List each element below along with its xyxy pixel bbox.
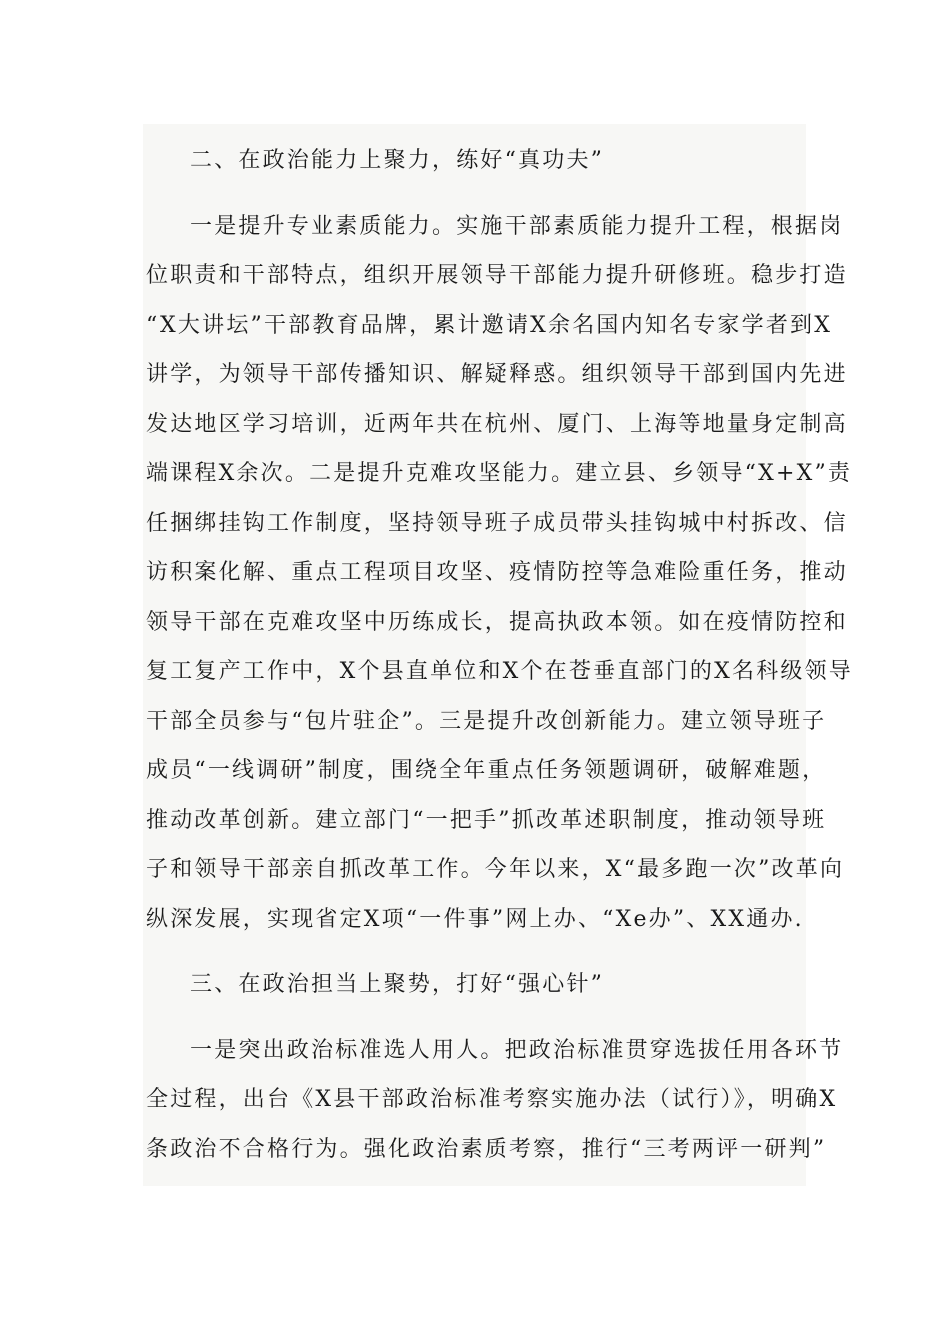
text-line: 子和领导干部亲自抓改革工作。今年以来，X“最多跑一次”改革向: [146, 857, 845, 882]
text-line: 领导干部在克难攻坚中历练成长，提高执政本领。如在疫情防控和: [146, 609, 848, 635]
text-line: 推动改革创新。建立部门“一把手”抓改革述职制度，推动领导班: [146, 807, 827, 833]
paragraph-gap: [146, 944, 806, 960]
text-line: 位职责和干部特点，组织开展领导干部能力提升研修班。稳步打造: [146, 263, 848, 288]
text-line: 纵深发展，实现省定X项“一件事”网上办、“Xe办”、XX通办.: [146, 906, 804, 932]
paragraph-gap: [146, 1010, 806, 1026]
section-2-paragraph: [146, 202, 853, 945]
text-line: 端课程X余次。二是提升克难攻坚能力。建立县、乡领导“X+X”责: [146, 461, 853, 486]
text-block: [143, 124, 853, 1186]
text-line: 一是提升专业素质能力。实施干部素质能力提升工程，根据岗: [190, 213, 844, 239]
text-line: 全过程，出台《X县干部政治标准考察实施办法（试行）》，明确X: [146, 1087, 838, 1112]
text-line: 成员“一线调研”制度，围绕全年重点任务领题调研，破解难题，: [146, 758, 827, 783]
section-3-paragraph: [146, 1026, 844, 1175]
text-line: 干部全员参与“包片驻企”。三是提升改创新能力。建立领导班子: [146, 708, 827, 734]
paragraph-gap: [146, 186, 806, 202]
section-heading-3: 三、在政治担当上聚势，打好“强心针”: [190, 972, 605, 997]
text-line: “X大讲坛”干部教育品牌，累计邀请X余名国内知名专家学者到X: [146, 312, 833, 338]
text-line: 一是突出政治标准选人用人。把政治标准贯穿选拔任用各环节: [190, 1037, 844, 1063]
text-line: 复工复产工作中，X个县直单位和X个在苍垂直部门的X名科级领导: [146, 659, 853, 684]
text-line: 讲学，为领导干部传播知识、解疑释惑。组织领导干部到国内先进: [146, 362, 848, 387]
section-heading-2: 二、在政治能力上聚力，练好“真功夫”: [190, 148, 605, 173]
text-line: 条政治不合格行为。强化政治素质考察，推行“三考两评一研判”: [146, 1136, 827, 1162]
text-line: 发达地区学习培训，近两年共在杭州、厦门、上海等地量身定制高: [146, 411, 848, 437]
text-line: 任捆绑挂钩工作制度，坚持领导班子成员带头挂钩城中村拆改、信: [146, 510, 848, 536]
text-line: 访积案化解、重点工程项目攻坚、疫情防控等急难险重任务，推动: [146, 560, 848, 585]
